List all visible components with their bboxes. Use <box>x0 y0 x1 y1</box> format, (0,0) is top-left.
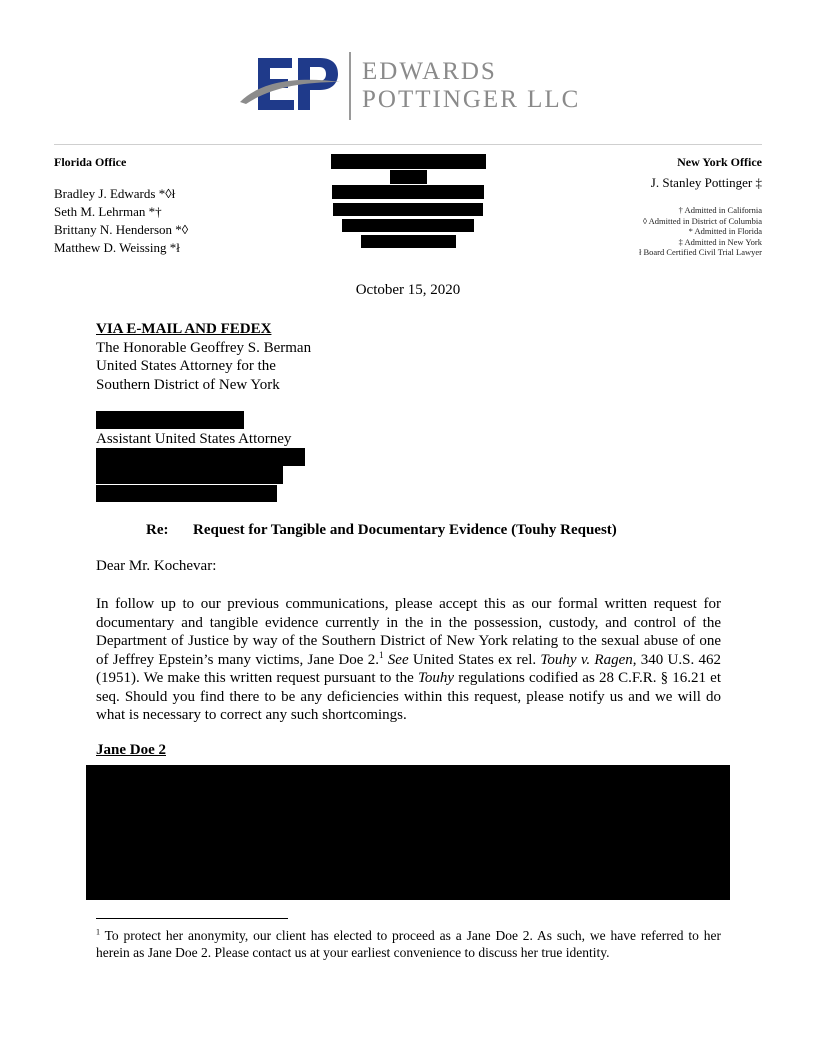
redaction-bar <box>331 154 486 169</box>
body-case-name: Touhy v. Ragen <box>540 651 633 668</box>
body-paragraph <box>96 595 721 725</box>
addressee-line: United States Attorney for the <box>96 358 276 374</box>
addressee-line: The Honorable Geoffrey S. Berman <box>96 339 312 356</box>
redaction-bar <box>333 203 483 216</box>
admission-note: ‡ Admitted in New York <box>678 236 762 247</box>
redaction-bar <box>361 235 456 248</box>
footnote-ref: 1 <box>378 649 384 660</box>
re-subject: Request for Tangible and Documentary Evidence (Touhy Request) <box>193 522 617 538</box>
cc-title: Assistant United States Attorney <box>96 431 292 447</box>
body-touhy: Touhy <box>417 670 455 686</box>
redaction-bar <box>96 485 277 502</box>
redaction-bar <box>96 448 305 466</box>
letterhead-rule <box>54 144 762 145</box>
firm-name-line1: EDWARDS <box>362 58 497 85</box>
footnote-marker: 1 <box>96 927 100 937</box>
body-text: In follow up to our previous communications, please accept this as our formal written request for documentary and tangible evidence currently in the in the possession, custody, and control of the Department of Justice by way of the Southern District of New York relating to the sexual abuse of one of Jeffrey Epstein’s many victims, Jane Doe 2. <box>96 596 721 668</box>
ny-attorney-name: J. Stanley Pottinger ‡ <box>650 175 762 190</box>
redaction-bar <box>96 411 244 429</box>
footnote-text: To protect her anonymity, our client has elected to proceed as a Jane Doe 2. As such, we have referred to her herein as Jane Doe 2. Please contact us at your earliest convenience to discuss her true identity. <box>96 928 721 960</box>
addressee-line: Southern District of New York <box>96 376 280 393</box>
delivery-method: VIA E-MAIL AND FEDEX <box>96 321 272 337</box>
attorney-name: Bradley J. Edwards *◊ł <box>54 186 176 201</box>
attorney-name: Brittany N. Henderson *◊ <box>54 222 189 237</box>
redaction-bar <box>342 219 474 232</box>
admission-note: * Admitted in Florida <box>688 226 762 236</box>
footnote <box>96 927 721 961</box>
letter-date: October 15, 2020 <box>355 282 461 298</box>
florida-office-label: Florida Office <box>54 155 127 169</box>
admission-note: † Admitted in California <box>678 205 762 215</box>
admission-note: ł Board Certified Civil Trial Lawyer <box>639 247 762 257</box>
new-york-office-label: New York Office <box>677 155 762 169</box>
firm-logo-monogram <box>240 52 340 114</box>
attorney-name: Seth M. Lehrman *† <box>54 204 162 219</box>
redaction-bar <box>96 466 283 484</box>
admission-note: ◊ Admitted in District of Columbia <box>642 215 762 226</box>
redaction-block <box>86 765 730 900</box>
re-label: Re: <box>146 522 169 538</box>
body-text: United States ex rel. <box>408 651 541 668</box>
body-signal-see: See <box>387 651 409 668</box>
redaction-bar <box>332 185 484 199</box>
attorney-name: Matthew D. Weissing *ł <box>54 240 180 255</box>
body-text: regulations codified as 28 C.F.R. § 16.21 et seq. Should you find there to be any deficiencies within this request, please notify us and we will do what is necessary to correct any such shortcomings. <box>96 670 721 723</box>
logo-divider <box>349 52 351 120</box>
redaction-bar <box>390 170 427 184</box>
footnote-rule <box>96 918 288 919</box>
firm-name-line2: POTTINGER LLC <box>362 86 581 113</box>
salutation: Dear Mr. Kochevar: <box>96 558 217 574</box>
body-text: , 340 U.S. 462 (1951). We make this written request pursuant to the <box>96 651 722 686</box>
section-heading: Jane Doe 2 <box>96 742 166 758</box>
